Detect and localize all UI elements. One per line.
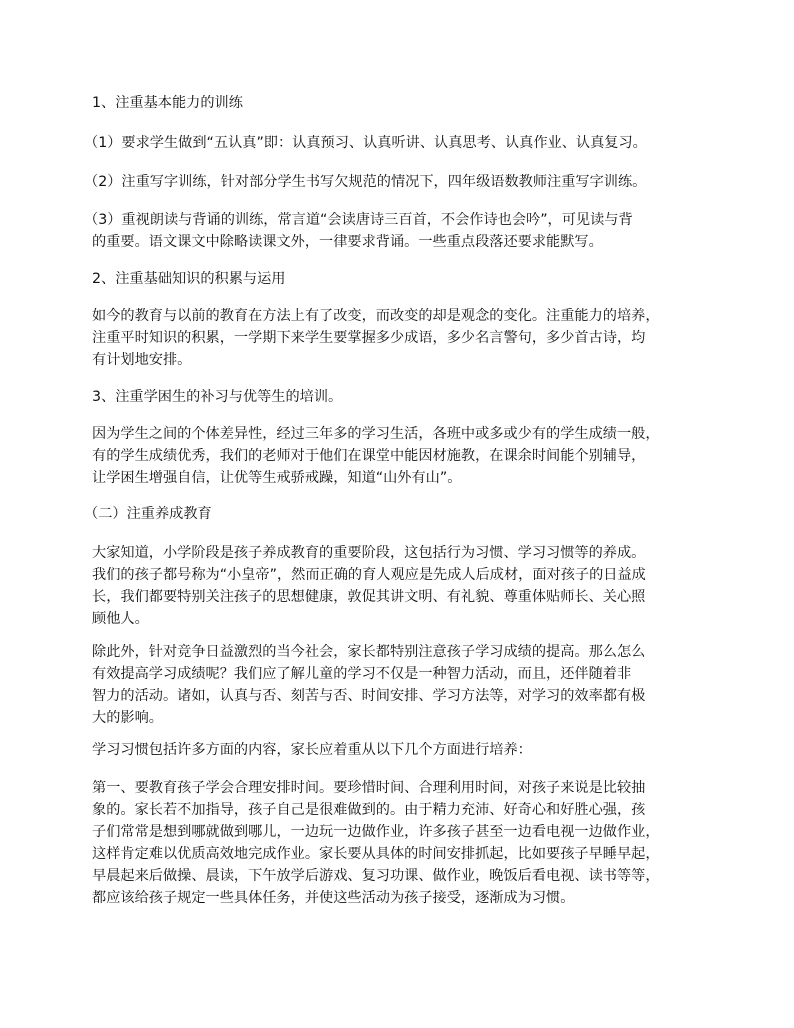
text-line: 大家知道，小学阶段是孩子养成教育的重要阶段，这包括行为习惯、学习习惯等的养成。 <box>92 545 646 561</box>
text-line: 早晨起来后做操、晨读，下午放学后游戏、复习功课、做作业，晚饭后看电视、读书等等， <box>92 868 660 884</box>
paragraph-habit-aspects <box>92 739 714 761</box>
paragraph-learning-performance <box>92 641 714 729</box>
text-line: 大的影响。 <box>92 710 163 726</box>
text-line: 让学困生增强自信，让优等生戒骄戒躁，知道“山外有山”。 <box>92 470 462 486</box>
paragraph-individual-differences <box>92 423 714 489</box>
heading-habit-education <box>84 503 706 525</box>
paragraph-writing-training <box>84 171 706 193</box>
text-line: 有的学生成绩优秀，我们的老师对于他们在课堂中能因材施教，在课余时间能个别辅导， <box>92 448 646 464</box>
paragraph-education-change <box>92 305 714 371</box>
text-line: （二）注重养成教育 <box>84 506 212 522</box>
text-line: 的重要。语文课文中除略读课文外，一律要求背诵。一些重点段落还要求能默写。 <box>92 234 603 250</box>
text-line: 除此外，针对竞争日益激烈的当今社会，家长都特别注意孩子学习成绩的提高。那么怎么 <box>92 644 646 660</box>
text-line: 3、注重学困生的补习与优等生的培训。 <box>92 389 343 405</box>
text-line: 有效提高学习成绩呢？我们应了解儿童的学习不仅是一种智力活动，而且，还伴随着非 <box>92 666 632 682</box>
heading-basic-ability <box>92 92 714 114</box>
text-line: （1）要求学生做到“五认真”即：认真预习、认真听讲、认真思考、认真作业、认真复习。 <box>84 135 647 151</box>
heading-struggling-students <box>92 386 714 408</box>
paragraph-habit-stage <box>92 542 714 630</box>
text-line: 智力的活动。诸如，认真与否、刻苦与否、时间安排、学习方法等，对学习的效率都有极 <box>92 688 646 704</box>
paragraph-five-earnest <box>84 132 706 154</box>
text-line: 长，我们都要特别关注孩子的思想健康，敦促其讲文明、有礼貌、尊重体贴师长、关心照 <box>92 589 646 605</box>
text-line: 顾他人。 <box>92 611 149 627</box>
text-line: 1、注重基本能力的训练 <box>92 95 243 111</box>
text-line: 2、注重基础知识的积累与运用 <box>92 271 286 287</box>
text-line: 我们的孩子都号称为“小皇帝”，然而正确的育人观应是先成人后成材，面对孩子的日益成 <box>92 567 646 583</box>
paragraph-time-management <box>92 777 714 909</box>
text-line: 这样肯定难以优质高效地完成作业。家长要从具体的时间安排抓起，比如要孩子早睡早起， <box>92 846 660 862</box>
text-line: （3）重视朗读与背诵的训练，常言道“会读唐诗三百首，不会作诗也会吟”，可见读与背 <box>84 212 633 228</box>
text-line: （2）注重写字训练，针对部分学生书写欠规范的情况下，四年级语数教师注重写字训练。 <box>84 174 647 190</box>
text-line: 象的。家长若不加指导，孩子自己是很难做到的。由于精力充沛、好奇心和好胜心强，孩 <box>92 802 646 818</box>
text-line: 都应该给孩子规定一些具体任务，并使这些活动为孩子接受，逐渐成为习惯。 <box>92 890 575 906</box>
text-line: 有计划地安排。 <box>92 352 192 368</box>
heading-basic-knowledge <box>92 268 714 290</box>
text-line: 因为学生之间的个体差异性，经过三年多的学习生活，各班中或多或少有的学生成绩一般， <box>92 426 660 442</box>
text-line: 学习习惯包括许多方面的内容，家长应着重从以下几个方面进行培养： <box>92 742 532 758</box>
text-line: 子们常常是想到哪就做到哪儿，一边玩一边做作业，许多孩子甚至一边看电视一边做作业， <box>92 824 660 840</box>
text-line: 如今的教育与以前的教育在方法上有了改变，而改变的却是观念的变化。注重能力的培养， <box>92 308 660 324</box>
text-line: 注重平时知识的积累，一学期下来学生要掌握多少成语，多少名言警句，多少首古诗，均 <box>92 330 646 346</box>
paragraph-reading-recitation <box>84 209 706 253</box>
text-line: 第一、要教育孩子学会合理安排时间。要珍惜时间、合理利用时间，对孩子来说是比较抽 <box>92 780 646 796</box>
